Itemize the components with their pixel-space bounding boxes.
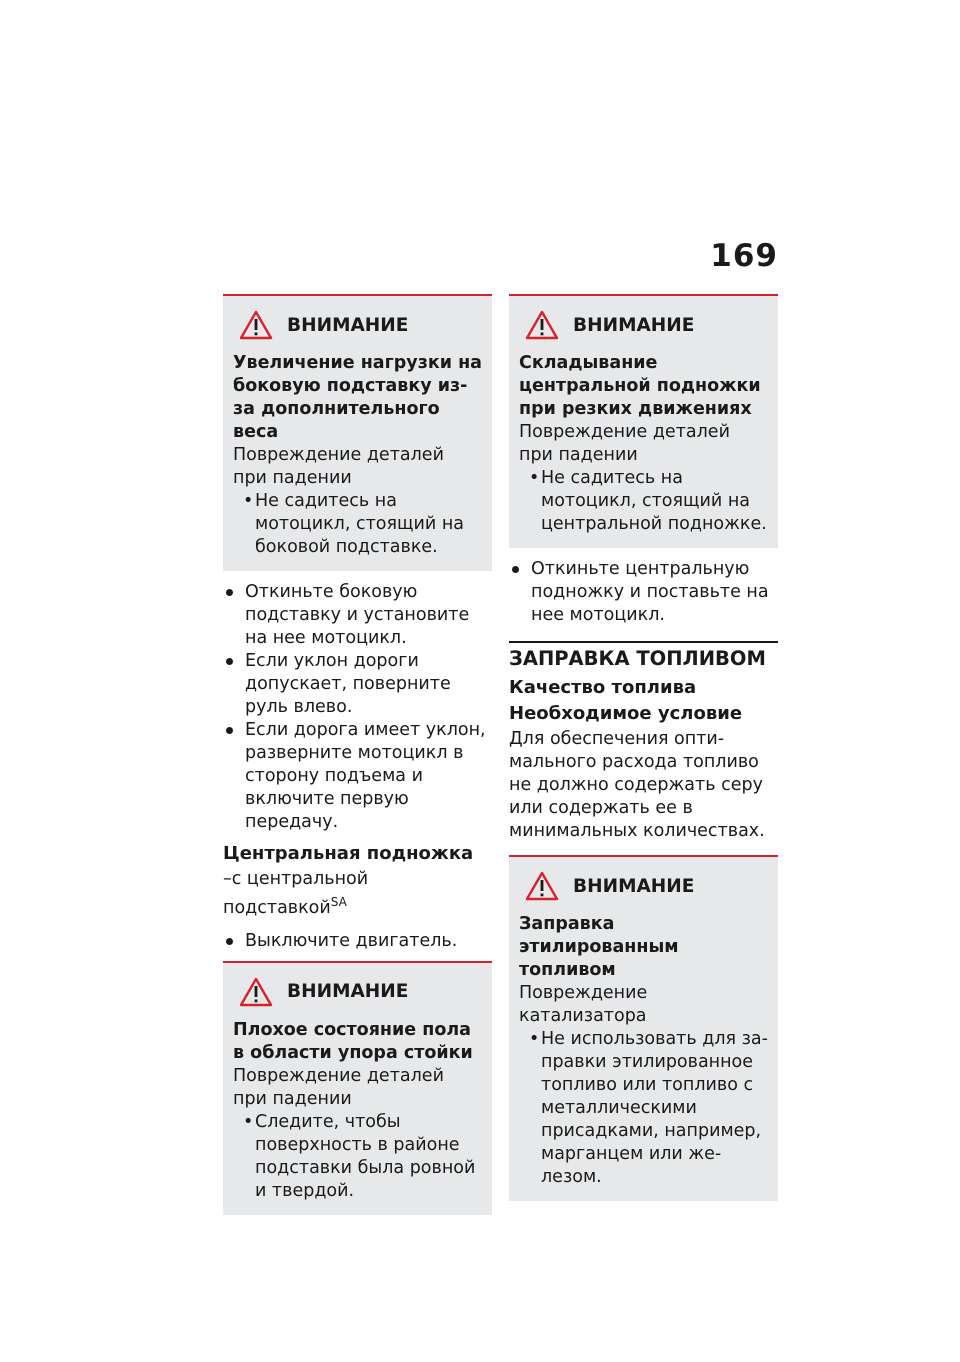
warning-box-floor-condition	[223, 961, 492, 1215]
warning-text: Повреждение деталей при падении	[233, 445, 444, 488]
center-stand-note-sup: SA	[330, 895, 347, 909]
warning-bullets	[519, 1028, 768, 1189]
center-stand-note	[223, 868, 492, 920]
warning-bullets	[233, 1111, 482, 1203]
warning-bullets	[519, 467, 768, 536]
center-stand-park-steps	[509, 558, 778, 627]
center-stand-note-text: –с центральной подставкой	[223, 869, 369, 918]
page-number: 169	[710, 238, 778, 274]
list-item: Если дорога имеет уклон, разверните мотоцикл в сторону подъема и включите первую передачу.	[223, 719, 492, 834]
center-stand-steps	[223, 930, 492, 953]
warning-header	[519, 310, 768, 340]
warning-header	[519, 871, 768, 901]
list-item: Откиньте центральную подножку и поставьте на нее мотоцикл.	[509, 558, 778, 627]
warning-subtitle: Плохое состояние пола в области упора стойки	[233, 1019, 473, 1063]
warning-bullets	[233, 490, 482, 559]
warning-header	[233, 977, 482, 1007]
warning-text: Повреждение деталей при падении	[233, 1065, 444, 1109]
warning-box-center-stand-fold	[509, 294, 778, 548]
warning-header	[233, 310, 482, 340]
list-item: • Не использовать для заправки этилированное топливо или топливо с металлическими присадками, например, марганцем или железом.	[519, 1028, 768, 1189]
warning-title: ВНИМАНИЕ	[573, 314, 695, 336]
list-item: Выключите двигатель.	[223, 930, 492, 953]
right-column	[509, 294, 778, 1211]
warning-subtitle: Увеличение нагрузки на боковую подставку из-за дополнительного веса	[233, 353, 482, 442]
warning-subtitle: Складывание центральной подножки при резких движениях	[519, 353, 761, 419]
center-stand-heading: Центральная подножка	[223, 843, 474, 864]
warning-subtitle: Заправка этилированным топливом	[519, 914, 679, 980]
list-item: • Не садитесь на мотоцикл, стоящий на центральной подножке.	[519, 467, 768, 536]
warning-triangle-icon	[525, 310, 559, 340]
left-column	[223, 294, 492, 1225]
warning-triangle-icon	[239, 310, 273, 340]
list-item: Откиньте боковую подставку и установите на нее мотоцикл.	[223, 581, 492, 650]
warning-text: Повреждение катализатора	[519, 983, 648, 1026]
side-stand-steps	[223, 581, 492, 834]
warning-box-leaded-fuel	[509, 855, 778, 1201]
warning-title: ВНИМАНИЕ	[287, 314, 409, 336]
list-item: • Не садитесь на мотоцикл, стоящий на боковой подставке.	[233, 490, 482, 559]
warning-title: ВНИМАНИЕ	[573, 875, 695, 897]
warning-triangle-icon	[239, 977, 273, 1007]
requirement-heading: Необходимое условие	[509, 703, 743, 724]
list-item: • Следите, чтобы поверхность в районе подставки была ровной и твердой.	[233, 1111, 482, 1203]
list-item: Если уклон дороги допускает, поверните руль влево.	[223, 650, 492, 719]
warning-title: ВНИМАНИЕ	[287, 981, 409, 1003]
section-title-refueling: ЗАПРАВКА ТОПЛИВОМ	[509, 641, 778, 670]
warning-box-side-stand-load	[223, 294, 492, 571]
warning-triangle-icon	[525, 871, 559, 901]
fuel-quality-heading: Качество топлива	[509, 677, 697, 698]
warning-text: Повреждение деталей при падении	[519, 422, 730, 465]
requirement-text: Для обеспечения оптимального расхода топливо не должно содержать серу или содержать ее в минимальных количествах.	[509, 729, 765, 841]
